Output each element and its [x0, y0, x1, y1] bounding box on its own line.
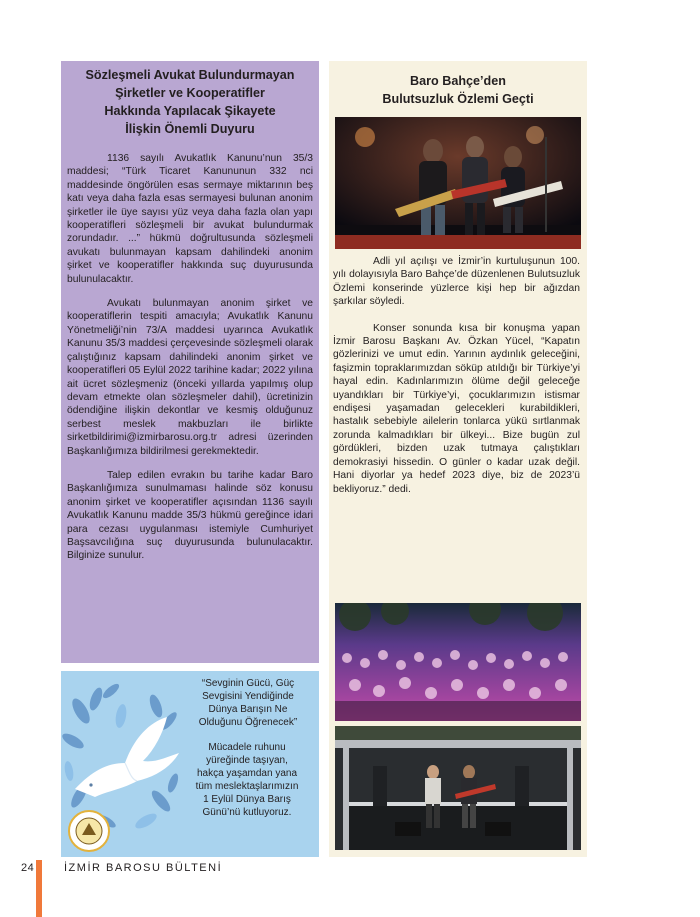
message-line: hakça yaşamdan yana: [196, 768, 298, 779]
message-line: tüm meslektaşlarımızın: [195, 781, 299, 792]
title-line: Baro Bahçe’den: [410, 74, 506, 88]
paragraph: Adli yıl açılışı ve İzmir’in kurtuluşunun 100. yılı dolayısıyla Baro Bahçe’de düzenlenen Bulutsuzluk Özlemi konserinde yüzlerce kişi hep bir ağızdan şarkılar söyledi.: [333, 256, 580, 308]
message-line: yüreğinde taşıyan,: [206, 755, 288, 766]
dove-icon: [67, 711, 187, 806]
message-line: Günü’nü kutluyoruz.: [202, 807, 292, 818]
bulletin-name: İZMİR BAROSU BÜLTENİ: [64, 862, 223, 874]
announcement-body: [67, 152, 313, 574]
message-line: 1 Eylül Dünya Barış: [203, 794, 291, 805]
message-line: Mücadele ruhunu: [208, 742, 286, 753]
peace-message: [177, 741, 317, 819]
concert-title: [334, 72, 582, 108]
quote-line: “Sevginin Gücü, Güç: [201, 678, 295, 689]
paragraph: Konser sonunda kısa bir konuşma yapan İzmir Barosu Başkanı Av. Özkan Yücel, “Kapatın gözlerinizi ve umut edin. Yarının aydınlık geleceğini, faşizmin topraklarımızdan söküp atıldığı bir Türkiye’yi hayal edin. Kadınlarımızın ölüme değil geleceğe uyandıkları bir Türkiye’yi, çocuklarımızın istismar endişesi yaşamadan gelecekleri kurabildikleri, hastalık sebebiyle ailelerin tonlarca yükü sırtlanmak zorunda kalmadıkları bir ülkeyi... Bize bugün zul gördükleri, bizden uzak tutmaya çalıştıkları demokrasiyi hissedin. O günler o kadar uzak değil. Hani diyorlar ya hedef 2023 diye, biz de 2023’ü bekliyoruz.” dedi.: [333, 322, 580, 495]
page-number: 24: [21, 862, 35, 874]
title-line: Şirketler ve Kooperatifler: [115, 86, 265, 100]
title-line: İlişkin Önemli Duyuru: [125, 122, 255, 136]
bar-seal-icon: [67, 809, 111, 853]
crowd-photo: [335, 603, 581, 721]
quote-line: Sevgisini Yendiğinde: [202, 691, 294, 702]
footer-accent-bar: [36, 860, 42, 917]
paragraph: 1136 sayılı Avukatlık Kanunu’nun 35/3 maddesi; “Türk Ticaret Kanununun 332 nci maddesinde öngörülen esas sermaye miktarının beş katı veya daha fazla esas sermayesi bulunan anonim şirketler ile üye sayısı yüz veya daha fazla olan yapı kooperatifleri sözleşmeli bir avukat bulundurmak zorundadır. ...” hükmü doğrultusunda sözleşmeli avukatı bulunmayan kapsam dahilindeki anonim şirket ve kooperatifler hakkında suç duyurusunda bulunulacaktır.: [67, 153, 313, 285]
paragraph: Avukatı bulunmayan anonim şirket ve kooperatiflerin tespiti amacıyla; Avukatlık Kanunu Yönetmeliği’nin 73/A maddesi uyarınca Avukatlık Kanunu 35/3 maddesi çerçevesinde sözleşmeli olarak çalıştığınız kapsam dahilindeki anonim şirket ve kooperatifleri 05 Eylül 2022 tarihine kadar; 2022 yılına ait ücret sözleşmeniz (önceki yıllarda yapılmış olup devam etmekte olan sözleşmeler dahil), ücretinizin ödendiğine ilişkin dekontlar ve kesmiş olduğunuz serbest meslek makbuzları ile birlikte sirketbildirimi@izmirbarosu.org.tr adresi üzerinden Başkanlığımıza bildirilmesi gerekmektedir.: [67, 298, 313, 457]
stage-photo: [335, 726, 581, 850]
announcement-title: [66, 66, 314, 138]
band-photo: [335, 117, 581, 249]
paragraph: Talep edilen evrakın bu tarihe kadar Baro Başkanlığımıza sunulmaması halinde söz konusu anonim şirket ve kooperatifler açısından 1136 sayılı Avukatlık Kanunu madde 35/3 hükmü gereğince idari para cezası uygulanması istemiyle Cumhuriyet Başsavcılığına suç duyurusunda bulunulacaktır. Bilginize sunulur.: [67, 469, 313, 562]
quote-line: Olduğunu Öğrenecek”: [198, 717, 298, 728]
peace-quote: [185, 677, 311, 729]
title-line: Bulutsuzluk Özlemi Geçti: [382, 92, 534, 106]
quote-line: Dünya Barışın Ne: [208, 704, 288, 715]
title-line: Hakkında Yapılacak Şikayete: [104, 104, 276, 118]
title-line: Sözleşmeli Avukat Bulundurmayan: [85, 68, 295, 82]
concert-body: [333, 255, 580, 509]
